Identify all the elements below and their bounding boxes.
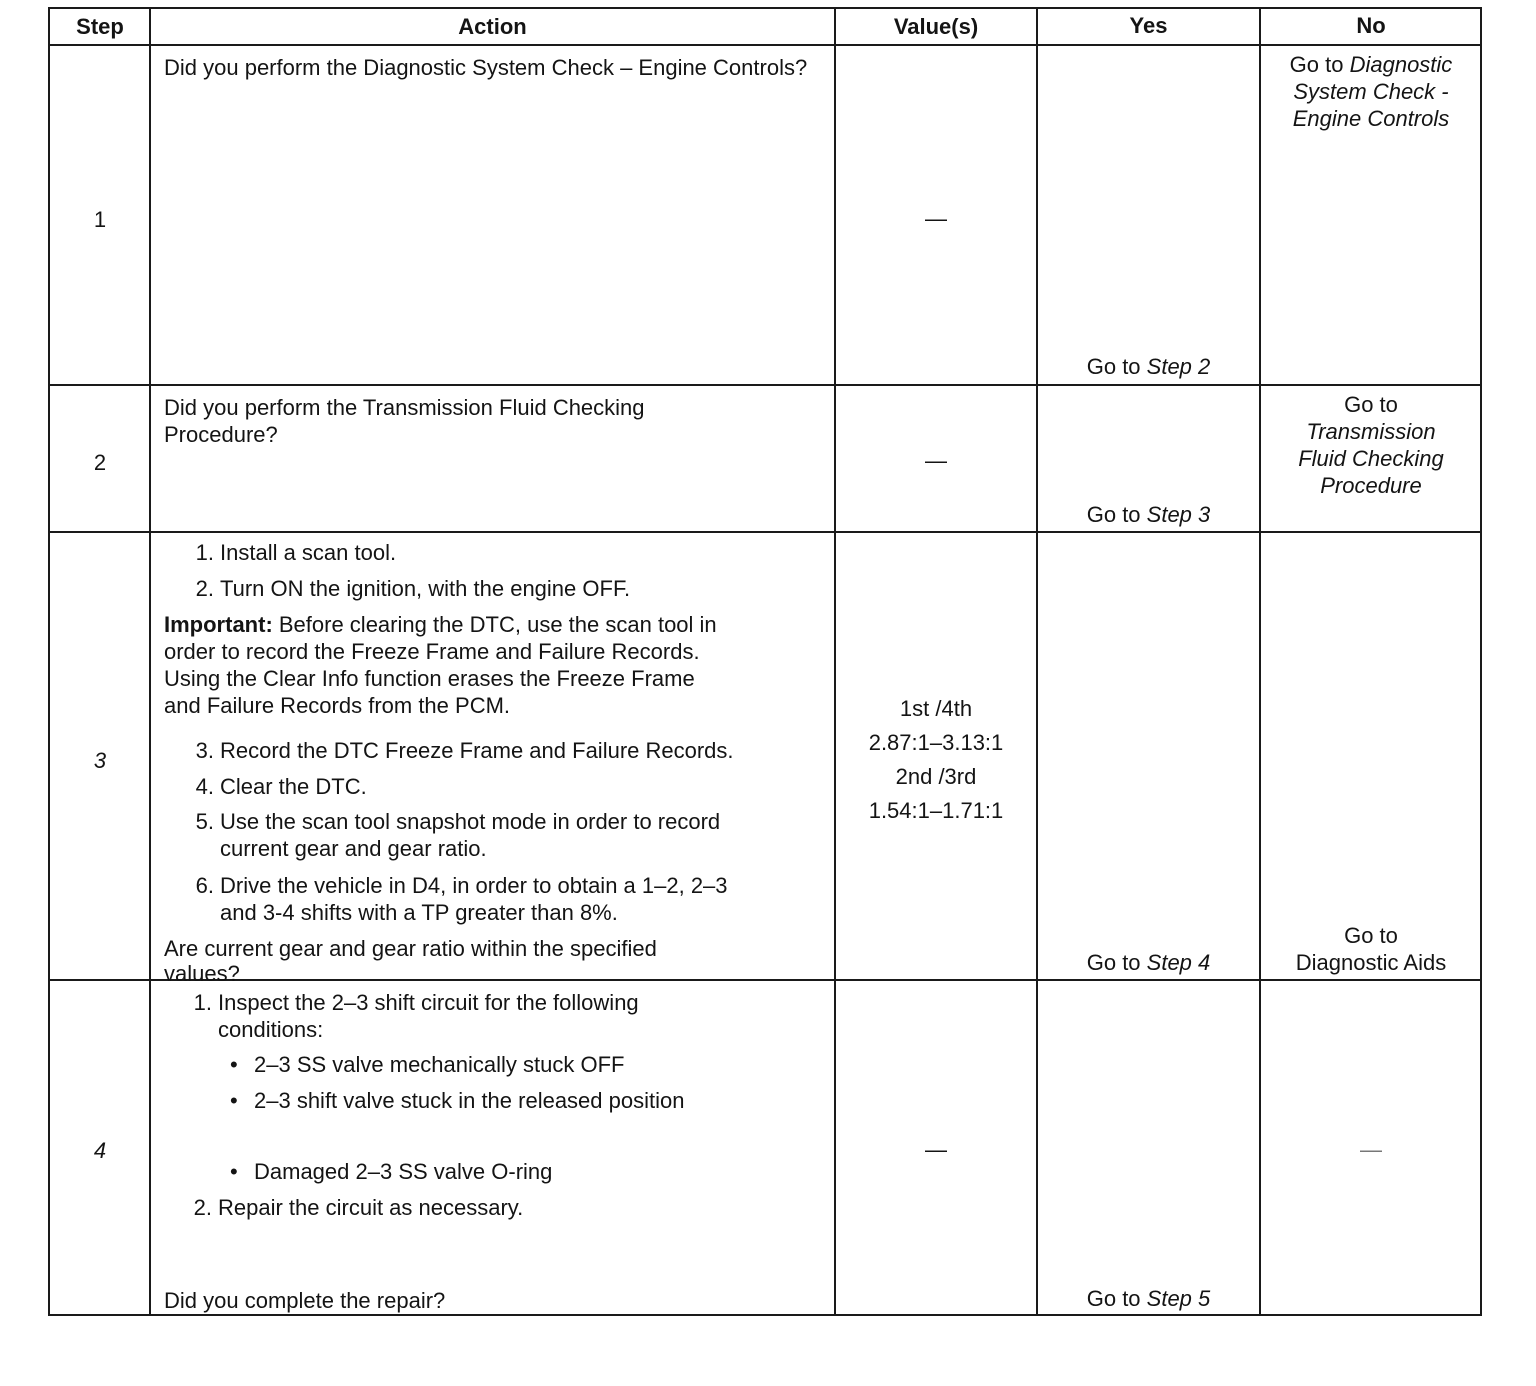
column-divider — [1036, 9, 1038, 1314]
row-divider — [50, 384, 1480, 386]
row4-no: — — [1360, 1137, 1382, 1162]
note-line: order to record the Freeze Frame and Failure Records. — [164, 639, 700, 664]
item-number: 2. — [195, 576, 214, 601]
item-text-line: Inspect the 2–3 shift circuit for the following — [218, 990, 639, 1015]
question-line: Are current gear and gear ratio within the specified — [164, 936, 657, 961]
row1-no — [1261, 51, 1481, 132]
row-divider — [50, 531, 1480, 533]
step-link[interactable]: Step 4 — [1146, 950, 1211, 975]
row2-step: 2 — [93, 450, 107, 475]
item-number: 1. — [193, 990, 212, 1015]
bullet-text: Damaged 2–3 SS valve O-ring — [254, 1159, 553, 1184]
row4-values: — — [925, 1137, 947, 1162]
row3-step — [50, 747, 150, 774]
note-line: and Failure Records from the PCM. — [164, 693, 511, 718]
item-number: 5. — [195, 809, 214, 834]
item-number: 6. — [195, 873, 214, 898]
row2-no — [1261, 391, 1481, 499]
header-step: Step — [76, 14, 124, 39]
action-line: Did you perform the Transmission Fluid Checking — [164, 395, 645, 420]
item-text-line: and 3-4 shifts with a TP greater than 8%. — [220, 900, 618, 925]
item-text-line: Drive the vehicle in D4, in order to obtain a 1–2, 2–3 — [220, 873, 728, 898]
row2-values: — — [925, 448, 947, 473]
value-line: 1.54:1–1.71:1 — [868, 798, 1004, 823]
bullet-text: 2–3 SS valve mechanically stuck OFF — [254, 1052, 625, 1077]
diagnostic-aids-link[interactable]: Diagnostic Aids — [1295, 950, 1447, 975]
value-line: 1st /4th — [899, 696, 973, 721]
no-prefix: Go to — [1289, 52, 1350, 77]
item-text: Turn ON the ignition, with the engine OFF. — [220, 576, 631, 601]
row4-yes — [1038, 1285, 1259, 1312]
bullet-icon: • — [230, 1052, 238, 1077]
note-line: Before clearing the DTC, use the scan tool in — [272, 612, 717, 637]
row4-action — [164, 989, 834, 1314]
diagnostic-table — [48, 7, 1482, 1316]
step-number: 4 — [93, 1138, 107, 1163]
row4-question: Did you complete the repair? — [164, 1288, 446, 1313]
item-text-line: Use the scan tool snapshot mode in order to record — [220, 809, 721, 834]
no-prefix: Go to — [1344, 923, 1398, 948]
yes-prefix: Go to — [1086, 1286, 1147, 1311]
row1-values: — — [925, 206, 947, 231]
step-number: 3 — [93, 748, 107, 773]
row1-step: 1 — [93, 207, 107, 232]
item-text: Record the DTC Freeze Frame and Failure Records. — [220, 738, 734, 763]
procedure-link[interactable]: Transmission — [1306, 419, 1436, 444]
item-text-line: conditions: — [218, 1017, 324, 1042]
item-text: Repair the circuit as necessary. — [218, 1195, 524, 1220]
no-prefix: Go to — [1344, 392, 1398, 417]
row2-yes — [1038, 501, 1259, 528]
bullet-icon: • — [230, 1159, 238, 1184]
procedure-link[interactable]: Engine Controls — [1292, 106, 1450, 131]
row3-yes — [1038, 949, 1259, 976]
item-text: Clear the DTC. — [220, 774, 367, 799]
bullet-text: 2–3 shift valve stuck in the released position — [254, 1088, 685, 1113]
yes-prefix: Go to — [1086, 354, 1147, 379]
row3-values — [836, 695, 1036, 831]
procedure-link[interactable]: Procedure — [1320, 473, 1422, 498]
step-link[interactable]: Step 2 — [1146, 354, 1211, 379]
row3-question — [164, 935, 834, 987]
header-no: No — [1356, 13, 1386, 38]
item-number: 1. — [195, 540, 214, 565]
item-text — [218, 989, 838, 1043]
column-divider — [1259, 9, 1261, 1314]
note-line: Using the Clear Info function erases the Freeze Frame — [164, 666, 695, 691]
item-number: 2. — [193, 1195, 212, 1220]
column-divider — [149, 9, 151, 1314]
item-number: 3. — [195, 738, 214, 763]
value-line: 2nd /3rd — [895, 764, 977, 789]
header-action: Action — [458, 14, 527, 39]
row1-action: Did you perform the Diagnostic System Check – Engine Controls? — [164, 55, 808, 80]
header-values: Value(s) — [893, 14, 979, 39]
row2-action — [164, 394, 814, 448]
header-divider — [50, 44, 1480, 46]
step-link[interactable]: Step 5 — [1146, 1286, 1211, 1311]
header-yes: Yes — [1129, 13, 1168, 38]
yes-prefix: Go to — [1086, 502, 1147, 527]
procedure-link[interactable]: Diagnostic — [1349, 52, 1453, 77]
procedure-link[interactable]: System Check - — [1293, 79, 1449, 104]
step-link[interactable]: Step 3 — [1146, 502, 1211, 527]
important-label: Important: — [164, 612, 273, 637]
item-text: Install a scan tool. — [220, 540, 397, 565]
row3-action — [164, 539, 834, 986]
item-number: 4. — [195, 774, 214, 799]
bullet-icon: • — [230, 1088, 238, 1113]
action-line: Procedure? — [164, 422, 278, 447]
item-text-line: current gear and gear ratio. — [220, 836, 487, 861]
row4-step — [50, 1137, 150, 1164]
question-line: values? — [164, 961, 240, 986]
row1-yes — [1038, 353, 1259, 380]
important-note — [164, 611, 834, 719]
item-text — [220, 872, 840, 926]
yes-prefix: Go to — [1086, 950, 1147, 975]
item-text — [220, 808, 840, 862]
value-line: 2.87:1–3.13:1 — [868, 730, 1004, 755]
procedure-link[interactable]: Fluid Checking — [1298, 446, 1444, 471]
row3-no — [1261, 922, 1481, 976]
